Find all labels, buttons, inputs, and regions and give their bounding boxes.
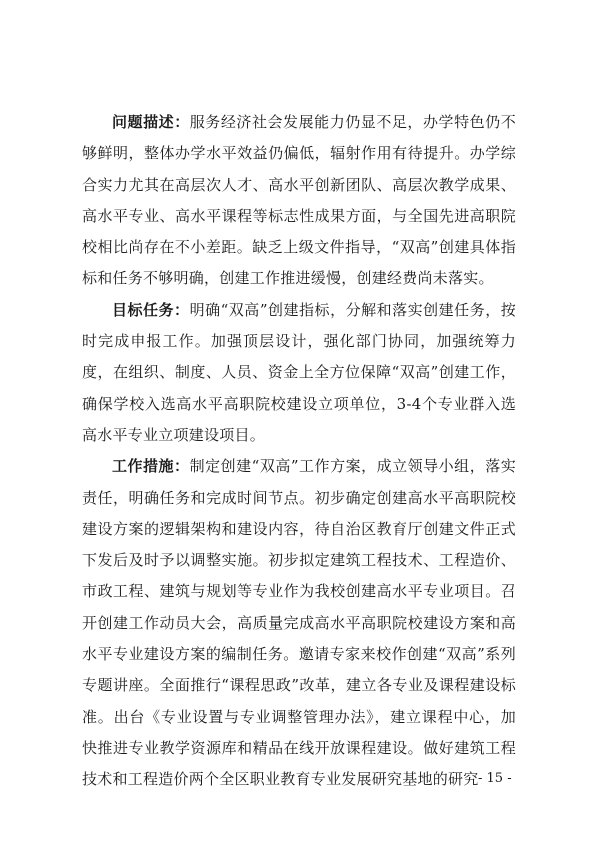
- text-problem-description: 服务经济社会发展能力仍显不足，办学特色仍不够鲜明，整体办学水平效益仍偏低，辐射作用有待提升。办学综合实力尤其在高层次人才、高水平创新团队、高层次教学成果、高水平专业、高水平课程等标志性成果方面，与全国先进高职院校相比尚存在不小差距。缺乏上级文件指导，“双高”创建具体指标和任务不够明确，创建工作推进缓慢，创建经费尚未落实。: [82, 113, 516, 288]
- heading-problem-description: 问题描述：: [112, 113, 190, 131]
- text-target-tasks: 明确“双高”创建指标，分解和落实创建任务，按时完成申报工作。加强顶层设计，强化部门协同，加强统筹力度，在组织、制度、人员、资金上全方位保障“双高”创建工作，确保学校入选高水平高职院校建设立项单位，3-4个专业群入选高水平专业立项建设项目。: [82, 300, 516, 444]
- paragraph-target-tasks: [82, 295, 516, 451]
- heading-target-tasks: 目标任务：: [112, 300, 190, 319]
- paragraph-problem-description: [82, 107, 516, 295]
- heading-work-measures: 工作措施：: [112, 457, 190, 476]
- text-work-measures: 制定创建“双高”工作方案，成立领导小组，落实责任，明确任务和完成时间节点。初步确定创建高水平高职院校建设方案的逻辑架构和建设内容，待自治区教育厅创建文件正式下发后及时予以调整实施。初步拟定建筑工程技术、工程造价、市政工程、建筑与规划等专业作为我校创建高水平专业项目。召开创建工作动员大会，高质量完成高水平高职院校建设方案和高水平专业建设方案的编制任务。邀请专家来校作创建“双高”系列专题讲座。全面推行“课程思政”改革，建立各专业及课程建设标准。出台《专业设置与专业调整管理办法》，建立课程中心，加快推进专业教学资源库和精品在线开放课程建设。做好建筑工程技术和工程造价两个全区职业教育专业发展研究基地的研究: [82, 457, 516, 789]
- page-number: - 15 -: [478, 771, 512, 786]
- document-body: [82, 107, 516, 796]
- paragraph-work-measures: [82, 451, 516, 795]
